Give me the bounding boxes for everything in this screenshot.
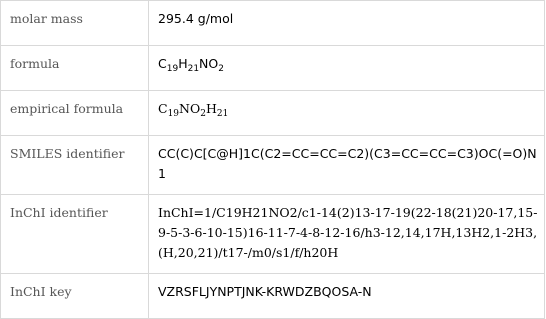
row-label: InChI identifier <box>1 195 149 274</box>
formula-symbol: NO <box>199 56 219 71</box>
table-row-molar-mass <box>1 1 545 46</box>
formula-symbol: C <box>158 101 168 116</box>
formula-symbol: O <box>189 101 201 116</box>
formula-subscript: 2 <box>218 64 224 74</box>
inchi-key-value: VZRSFLJYNPTJNK-KRWDZBQOSA-N <box>149 274 545 319</box>
table-row-smiles <box>1 136 545 195</box>
row-label: molar mass <box>1 1 149 46</box>
smiles-value: CC(C)C[C@H]1C(C2=CC=CC=C2)(C3=CC=CC=C3)OC(=O)N1 <box>149 136 545 195</box>
row-label: SMILES identifier <box>1 136 149 195</box>
table-row-formula <box>1 46 545 91</box>
table-row-inchi <box>1 195 545 274</box>
formula-symbol: N <box>179 101 190 116</box>
formula-subscript: 21 <box>187 64 200 74</box>
row-label: formula <box>1 46 149 91</box>
formula-subscript: 21 <box>216 109 229 119</box>
empirical-formula-value <box>149 91 545 136</box>
row-label: empirical formula <box>1 91 149 136</box>
molar-mass-value: 295.4 g/mol <box>149 1 545 46</box>
formula-symbol: H <box>178 56 188 71</box>
table-row-inchi-key <box>1 274 545 319</box>
formula-value <box>149 46 545 91</box>
formula-symbol: C <box>158 56 167 71</box>
formula-symbol: H <box>205 101 217 116</box>
inchi-value: InChI=1/C19H21NO2/c1-14(2)13-17-19(22-18(21)20-17,15-9-5-3-6-10-15)16-11-7-4-8-12-16/h3-12,14,17H,13H2,1-2H3,(H,20,21)/t17-/m0/s1/f/h20H <box>149 195 545 274</box>
formula-subscript: 2 <box>200 109 206 119</box>
formula-subscript: 19 <box>166 64 179 74</box>
formula-subscript: 19 <box>167 109 180 119</box>
row-label: InChI key <box>1 274 149 319</box>
table-row-empirical-formula <box>1 91 545 136</box>
